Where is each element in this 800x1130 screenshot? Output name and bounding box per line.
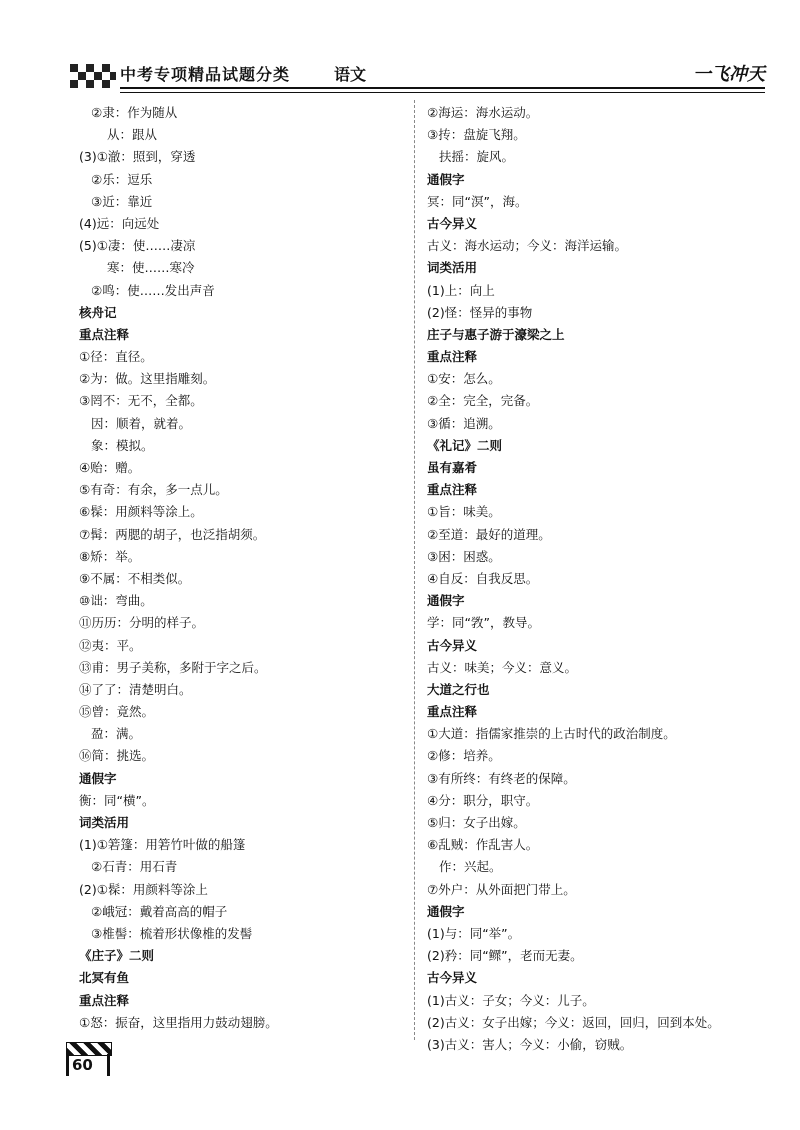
column-divider — [414, 100, 415, 1040]
note-line: (1)与：同“举”。 — [427, 925, 521, 941]
note-line: ③有所终：有终老的保障。 — [427, 770, 576, 786]
note-line: ⑦髯：两腮的胡子，也泛指胡须。 — [79, 526, 266, 542]
note-line: ⑦外户：从外面把门带上。 — [427, 881, 576, 897]
note-line: ②石青：用石青 — [91, 859, 178, 875]
note-line: (4)远：向远处 — [79, 215, 160, 231]
note-line: 古义：味美；今义：意义。 — [427, 659, 578, 675]
section-heading: 通假字 — [427, 903, 465, 919]
note-line: ⑬甫：男子美称，多附于字之后。 — [79, 659, 267, 675]
note-line: 盈：满。 — [91, 726, 142, 742]
note-line: ⑥乱贼：作乱害人。 — [427, 837, 539, 853]
section-heading: 《庄子》二则 — [79, 948, 155, 964]
section-heading: 重点注释 — [427, 349, 478, 365]
note-line: (2)矜：同“鳏”，老而无妻。 — [427, 948, 583, 964]
page-footer — [64, 1042, 112, 1080]
section-heading: 词类活用 — [79, 815, 130, 830]
section-heading: 重点注释 — [427, 482, 478, 498]
note-line: ②全：完全，完备。 — [427, 393, 539, 409]
section-heading: 通假字 — [79, 770, 117, 786]
note-line: ①旨：味美。 — [427, 504, 501, 520]
note-line: (1)古义：子女；今义：儿子。 — [427, 992, 595, 1008]
subject-label: 语文 — [334, 65, 367, 84]
note-line: 因：顺着，就着。 — [91, 415, 192, 431]
section-heading: 《礼记》二则 — [427, 437, 503, 453]
section-heading: 古今异义 — [427, 970, 478, 986]
note-line: 学：同“敩”，教导。 — [427, 615, 540, 631]
note-line: ②为：做。这里指雕刻。 — [79, 371, 216, 387]
page-number: 60 — [72, 1056, 93, 1074]
header-rule-thin — [120, 92, 765, 93]
note-line: ⑤归：女子出嫁。 — [427, 815, 526, 830]
note-line: ③抟：盘旋飞翔。 — [427, 127, 526, 143]
note-line: 寒：使……寒冷 — [107, 260, 195, 276]
note-line: (2)怪：怪异的事物 — [427, 304, 533, 320]
note-line: ⑪历历：分明的样子。 — [79, 615, 205, 631]
left-column — [79, 102, 409, 1034]
note-line: ③循：追溯。 — [427, 415, 501, 431]
note-line: ②鸣：使……发出声音 — [91, 282, 215, 298]
note-line: ⑨不属：不相类似。 — [79, 570, 191, 586]
note-line: (1)上：向上 — [427, 282, 495, 298]
note-line: ②修：培养。 — [427, 748, 501, 764]
note-line: ④分：职分，职守。 — [427, 792, 539, 808]
note-line: (5)①凄：使……凄凉 — [79, 238, 196, 254]
flag-post-right — [107, 1054, 110, 1076]
brand-logo: 一飞冲天 — [693, 64, 765, 85]
note-line: ②至道：最好的道理。 — [427, 526, 551, 542]
note-line: ⑮曾：竟然。 — [79, 704, 155, 720]
header-rule — [120, 87, 765, 89]
note-line: ⑫夷：平。 — [79, 637, 142, 653]
section-heading: 古今异义 — [427, 637, 478, 653]
section-heading: 古今异义 — [427, 215, 478, 231]
section-heading: 虽有嘉肴 — [427, 460, 478, 475]
note-line: 扶摇：旋风。 — [439, 149, 515, 165]
note-line: ⑩诎：弯曲。 — [79, 593, 153, 609]
note-line: ③近：靠近 — [91, 193, 153, 209]
note-line: ①安：怎么。 — [427, 371, 501, 387]
checker-logo-icon — [70, 64, 116, 92]
right-column — [427, 102, 767, 1056]
note-line: ②峨冠：戴着高高的帽子 — [91, 903, 228, 919]
section-heading: 重点注释 — [79, 992, 130, 1008]
section-heading: 核舟记 — [79, 304, 117, 320]
note-line: (3)①澈：照到，穿透 — [79, 149, 196, 165]
note-line: ③困：困惑。 — [427, 548, 501, 564]
note-line: ④自反：自我反思。 — [427, 570, 539, 586]
note-line: (1)①箬篷：用箬竹叶做的船篷 — [79, 837, 246, 853]
note-line: 作：兴起。 — [439, 859, 502, 875]
section-heading: 北冥有鱼 — [79, 970, 130, 986]
note-line: (3)古义：害人；今义：小偷，窃贼。 — [427, 1036, 633, 1052]
note-line: ⑤有奇：有余，多一点儿。 — [79, 482, 228, 498]
note-line: ⑧矫：举。 — [79, 548, 141, 564]
note-line: ①径：直径。 — [79, 349, 153, 365]
note-line: ②乐：逗乐 — [91, 171, 153, 187]
note-line: 古义：海水运动；今义：海洋运输。 — [427, 238, 628, 254]
section-heading: 通假字 — [427, 593, 465, 609]
note-line: (2)古义：女子出嫁；今义：返回，回归，回到本处。 — [427, 1014, 720, 1030]
note-line: ②隶：作为随从 — [91, 105, 178, 120]
note-line: ①怒：振奋，这里指用力鼓动翅膀。 — [79, 1014, 278, 1030]
checkered-flag-icon — [66, 1042, 112, 1056]
note-line: 衡：同“横”。 — [79, 792, 155, 808]
note-line: ③罔不：无不，全都。 — [79, 393, 203, 409]
note-line: 冥：同“溟”，海。 — [427, 193, 528, 209]
section-heading: 重点注释 — [79, 326, 130, 342]
section-heading: 重点注释 — [427, 704, 478, 720]
section-heading: 词类活用 — [427, 260, 478, 276]
note-line: 从：跟从 — [107, 127, 158, 143]
note-line: ⑭了了：清楚明白。 — [79, 681, 192, 697]
flag-post-left — [66, 1054, 69, 1076]
note-line: (2)①髹：用颜料等涂上 — [79, 881, 208, 897]
note-line: ①大道：指儒家推崇的上古时代的政治制度。 — [427, 726, 676, 742]
note-line: ⑯简：挑选。 — [79, 748, 155, 764]
section-heading: 通假字 — [427, 171, 465, 187]
note-line: ④贻：赠。 — [79, 460, 141, 475]
note-line: 象：模拟。 — [91, 437, 154, 453]
note-line: ③椎髻：梳着形状像椎的发髻 — [91, 925, 253, 941]
book-title: 中考专项精品试题分类 — [120, 65, 291, 84]
section-heading: 大道之行也 — [427, 681, 490, 697]
section-heading: 庄子与惠子游于濠梁之上 — [427, 326, 565, 342]
page-header — [70, 56, 765, 94]
note-line: ②海运：海水运动。 — [427, 105, 539, 120]
note-line: ⑥髹：用颜料等涂上。 — [79, 504, 203, 520]
